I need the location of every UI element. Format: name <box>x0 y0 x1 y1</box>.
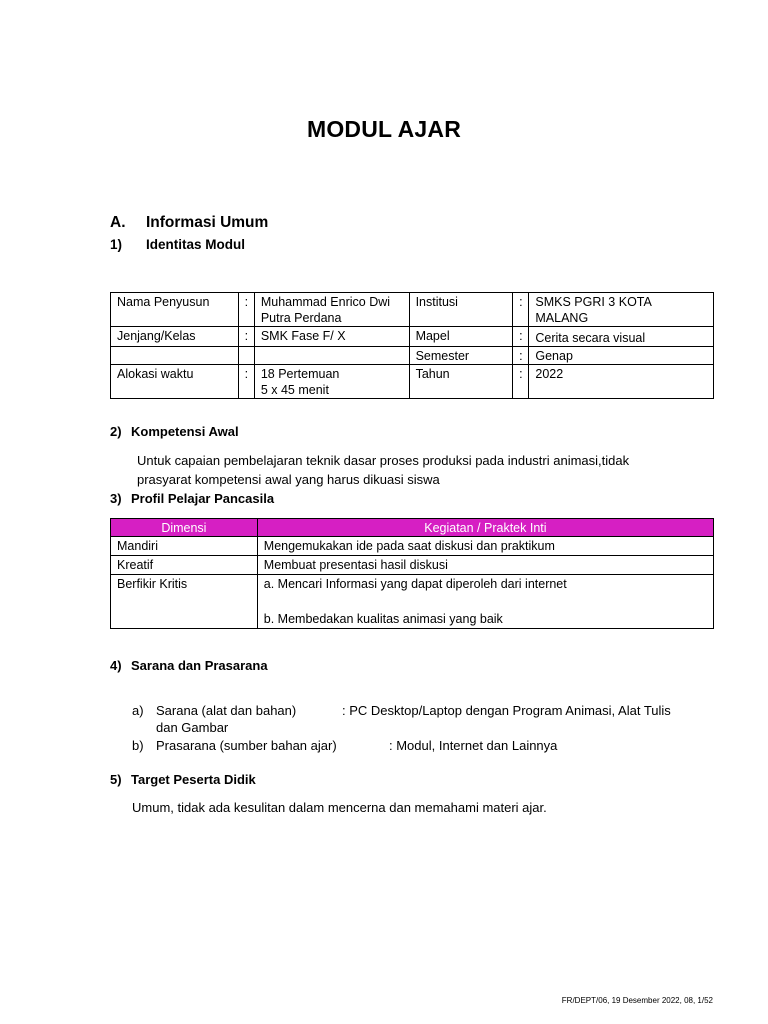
dimensi-cell: Berfikir Kritis <box>111 575 258 629</box>
column-header-dimensi: Dimensi <box>111 519 258 537</box>
section-a-label: Informasi Umum <box>146 214 269 231</box>
sarana-number: 4) <box>110 658 122 673</box>
kompetensi-label: Kompetensi Awal <box>131 424 239 439</box>
profil-heading <box>110 491 274 506</box>
target-heading <box>110 772 256 787</box>
sarana-item-value: : PC Desktop/Laptop dengan Program Animasi, Alat Tulis <box>342 703 671 718</box>
identity-label: Alokasi waktu <box>111 365 239 399</box>
document-title: MODUL AJAR <box>306 116 462 142</box>
colon: : <box>513 293 529 327</box>
table-header-row <box>111 519 714 537</box>
list-marker: b) <box>132 738 144 753</box>
target-label: Target Peserta Didik <box>131 772 256 787</box>
target-text: Umum, tidak ada kesulitan dalam mencerna dan memahami materi ajar. <box>132 800 547 815</box>
prasarana-item-value: : Modul, Internet dan Lainnya <box>389 738 558 753</box>
prasarana-item <box>132 737 557 754</box>
identity-value <box>254 365 409 399</box>
identity-value: Genap <box>529 347 714 365</box>
colon: : <box>513 365 529 399</box>
kompetensi-text <box>137 451 629 489</box>
identity-label: Mapel <box>409 327 513 347</box>
identity-value: SMK Fase F/ X <box>254 327 409 347</box>
kegiatan-cell: Mengemukakan ide pada saat diskusi dan praktikum <box>257 537 713 556</box>
sarana-heading <box>110 658 268 673</box>
identity-value: 2022 <box>529 365 714 399</box>
kompetensi-line: Untuk capaian pembelajaran teknik dasar proses produksi pada industri animasi,tidak <box>137 453 630 468</box>
table-row <box>111 327 714 347</box>
sarana-item <box>132 702 671 736</box>
kegiatan-cell <box>257 575 713 629</box>
column-header-kegiatan: Kegiatan / Praktek Inti <box>257 519 713 537</box>
colon: : <box>238 293 254 327</box>
identity-value <box>254 347 409 365</box>
identity-label: Semester <box>409 347 513 365</box>
table-row <box>111 365 714 399</box>
colon: : <box>513 347 529 365</box>
kegiatan-line: b. Membedakan kualitas animasi yang baik <box>263 612 503 626</box>
table-row <box>111 556 714 575</box>
table-row <box>111 575 714 629</box>
table-row <box>111 293 714 327</box>
identity-label: Jenjang/Kelas <box>111 327 239 347</box>
identity-value-line: 18 Pertemuan <box>260 367 340 381</box>
kompetensi-heading <box>110 424 239 439</box>
prasarana-item-label: Prasarana (sumber bahan ajar) <box>156 738 337 753</box>
identitas-number: 1) <box>110 237 123 252</box>
identitas-heading <box>110 237 245 252</box>
target-number: 5) <box>110 772 122 787</box>
profil-table <box>110 518 714 629</box>
identity-label: Tahun <box>409 365 513 399</box>
kompetensi-line: prasyarat kompetensi awal yang harus dikuasi siswa <box>137 472 440 487</box>
colon <box>238 347 254 365</box>
identity-value-line: 5 x 45 menit <box>260 383 329 397</box>
identity-label <box>111 347 239 365</box>
colon: : <box>238 327 254 347</box>
identity-value: Cerita secara visual <box>529 327 714 347</box>
table-row <box>111 347 714 365</box>
kegiatan-cell: Membuat presentasi hasil diskusi <box>257 556 713 575</box>
identity-value: SMKS PGRI 3 KOTA MALANG <box>529 293 714 327</box>
list-marker: a) <box>132 703 144 718</box>
section-a-heading <box>110 214 268 232</box>
colon: : <box>238 365 254 399</box>
sarana-item-continuation: dan Gambar <box>156 720 229 735</box>
identity-value-line: Muhammad Enrico Dwi <box>260 295 391 309</box>
dimensi-cell: Mandiri <box>111 537 258 556</box>
identitas-label: Identitas Modul <box>146 237 245 252</box>
profil-number: 3) <box>110 491 122 506</box>
dimensi-cell: Kreatif <box>111 556 258 575</box>
kegiatan-line: a. Mencari Informasi yang dapat diperoleh dari internet <box>263 577 567 591</box>
sarana-label: Sarana dan Prasarana <box>131 658 268 673</box>
section-a-number: A. <box>110 214 126 231</box>
identity-table <box>110 292 714 399</box>
table-row <box>111 537 714 556</box>
colon: : <box>513 327 529 347</box>
identity-label: Institusi <box>409 293 513 327</box>
kompetensi-number: 2) <box>110 424 122 439</box>
identity-value <box>254 293 409 327</box>
identity-value-line: Putra Perdana <box>260 311 342 325</box>
footer-reference: FR/DEPT/06, 19 Desember 2022, 08, 1/52 <box>561 996 713 1005</box>
identity-label: Nama Penyusun <box>111 293 239 327</box>
profil-label: Profil Pelajar Pancasila <box>131 491 275 506</box>
sarana-item-label: Sarana (alat dan bahan) <box>156 703 297 718</box>
